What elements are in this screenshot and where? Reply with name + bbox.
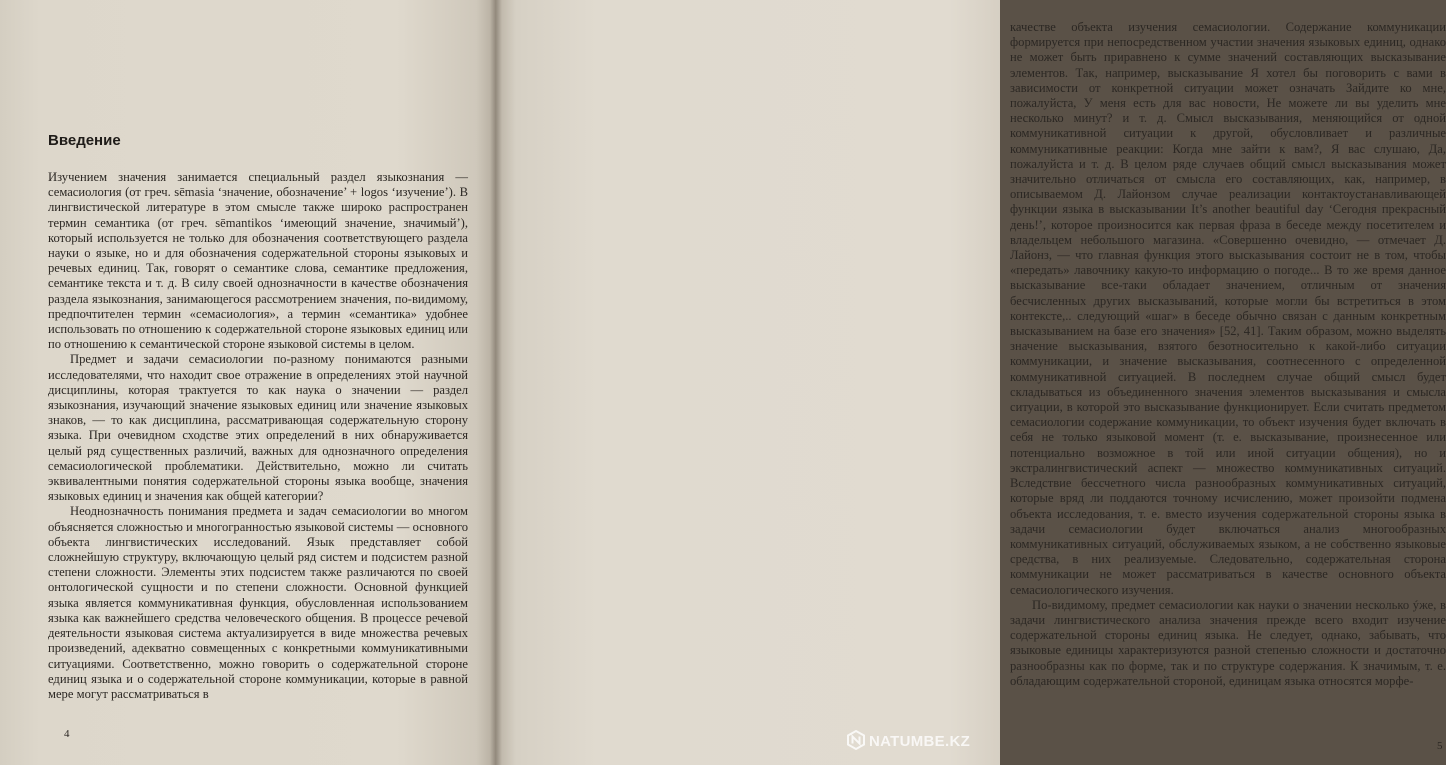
right-page-text — [1010, 20, 1446, 720]
chapter-heading: Введение — [48, 132, 121, 149]
right-page — [496, 0, 1446, 765]
watermark-logo-icon — [846, 730, 866, 750]
left-page-text — [48, 170, 468, 732]
paragraph: По-видимому, предмет семасиологии как науки о значении несколько ýже, в задачи лингвистического анализа значения прежде всего входит изучение содержательной стороны единиц языка. Не следует, однако, забывать, что языковые единицы характеризуются разной степенью сложности и достаточно разнообразны как по форме, так и по структуре содержания. К значимым, т. е. обладающим содержательной стороной, единицам языка относятся морфе- — [1010, 597, 1446, 688]
page-number-left: 4 — [64, 728, 70, 740]
watermark — [846, 730, 970, 750]
left-page — [0, 0, 496, 765]
book-gutter — [490, 0, 502, 765]
paragraph: Неоднозначность понимания предмета и задач семасиологии во многом объясняется сложностью и многогранностью языковой системы — основного объекта лингвистических исследований. Язык представляет собой сложнейшую структуру, включающую целый ряд систем и подсистем разной степени сложности. Элементы этих подсистем также различаются по своей онтологической сущности и по степени сложности. Основной функцией языка является коммуникативная функция, обусловленная использованием языка как важнейшего средства человеческого общения. В процессе речевой деятельности языковая система актуализируется в виде множества речевых произведений, адекватно совмещенных с конкретными коммуникативными ситуациями. Соответственно, можно говорить о содержательной стороне единиц языка и о содержательной стороне коммуникации, которые в равной мере могут рассматриваться в — [48, 504, 468, 701]
paragraph: Изучением значения занимается специальный раздел языкознания — семасиология (от греч. sēmasia ‘значение, обозначение’ + logos ‘изучение’). В лингвистической литературе в этом смысле также широко распространен термин семантика (от греч. sēmantikos ‘имеющий значение, значимый’), который используется не только для обозначения соответствующего раздела науки о языке, но и для обозначения содержательной стороны языковых и речевых единиц. Так, говорят о семантике слова, семантике предложения, семантике текста и т. д. В силу своей однозначности в качестве обозначения раздела языкознания, занимающегося рассмотрением значения, по-видимому, предпочтителен термин «семасиология», а термин «семантика» удобнее использовать по отношению к содержательной стороне языковых единиц или по отношению к семантической стороне языковой системы в целом. — [48, 170, 468, 352]
page-number-right: 5 — [1437, 740, 1443, 752]
paragraph: качестве объекта изучения семасиологии. Содержание коммуникации формируется при непосредственном участии значения языковых единиц, однако не может быть приравнено к сумме значений составляющих высказывание элементов. Так, например, высказывание Я хотел бы поговорить с вами в зависимости от конкретной ситуации может означать Зайдите ко мне, пожалуйста, У меня есть для вас новости, Не можете ли вы уделить мне несколько минут? и т. д. Смысл высказывания, меняющийся от одной коммуникативной ситуации к другой, обусловливает и различные коммуникативные реакции: Когда мне зайти к вам?, Я вас слушаю, Да, пожалуйста и т. д. В целом ряде случаев общий смысл высказывания может значительно отличаться от смысла его составляющих, как, например, в описываемом Д. Лайонзом случае реализации контактоустанавливающей функции языка в высказывании It’s another beautiful day ‘Сегодня прекрасный день!’, которое произносится как первая фраза в беседе между посетителем и владельцем небольшого магазина. «Совершенно очевидно, — отмечает Д. Лайонз, — что главная функция этого высказывания состоит не в том, чтобы «передать» лавочнику какую-то информацию о погоде... В то же время данное высказывание все-таки обладает значением, отличным от значения бесчисленных других высказываний, которые могли бы встретиться в этом контексте,.. следующий «шаг» в беседе обычно связан с данным конкретным высказыванием на базе его значения» [52, 41]. Таким образом, можно выделять значение высказывания, взятого безотносительно к какой-либо ситуации коммуникации, и значение высказывания, соотнесенного с определенной коммуникативной ситуацией. В последнем случае общий смысл будет складываться из объединенного значения элементов высказывания и смысла ситуации, в которой это высказывание функционирует. Если считать предметом семасиологии содержание коммуникации, то объект изучения будет включать в себя не только языковой момент (т. е. высказывание, произнесенное или потенциально возможное в той или иной ситуации общения), но и экстралингвистический аспект — множество коммуникативных ситуаций. Вследствие бессчетного числа разнообразных коммуникативных ситуаций, которые вряд ли поддаются точному исчислению, может произойти подмена объекта исследования, т. е. вместо изучения содержательной стороны языка в задачи семасиологии будет включаться анализ многообразных коммуникативных ситуаций, обслуживаемых языком, а не собственно языковые средства, в них реализуемые. Следовательно, содержательная сторона коммуникации не может рассматриваться в качестве основного объекта семасиологического изучения. — [1010, 20, 1446, 597]
paragraph: Предмет и задачи семасиологии по-разному понимаются разными исследователями, что находит свое отражение в определениях этой научной дисциплины, которая трактуется то как наука о значении — раздел языкознания, изучающий значение языковых единиц или значение языковых знаков, — то как дисциплина, рассматривающая содержательную сторону языка. При очевидном сходстве этих определений в них обнаруживается целый ряд существенных различий, важных для однозначного определения семасиологической проблематики. Действительно, можно ли считать эквивалентными понятия содержательной стороны языка вообще, значения языковых единиц и значения как общей категории? — [48, 352, 468, 504]
watermark-text: NATUMBE.KZ — [869, 733, 971, 750]
